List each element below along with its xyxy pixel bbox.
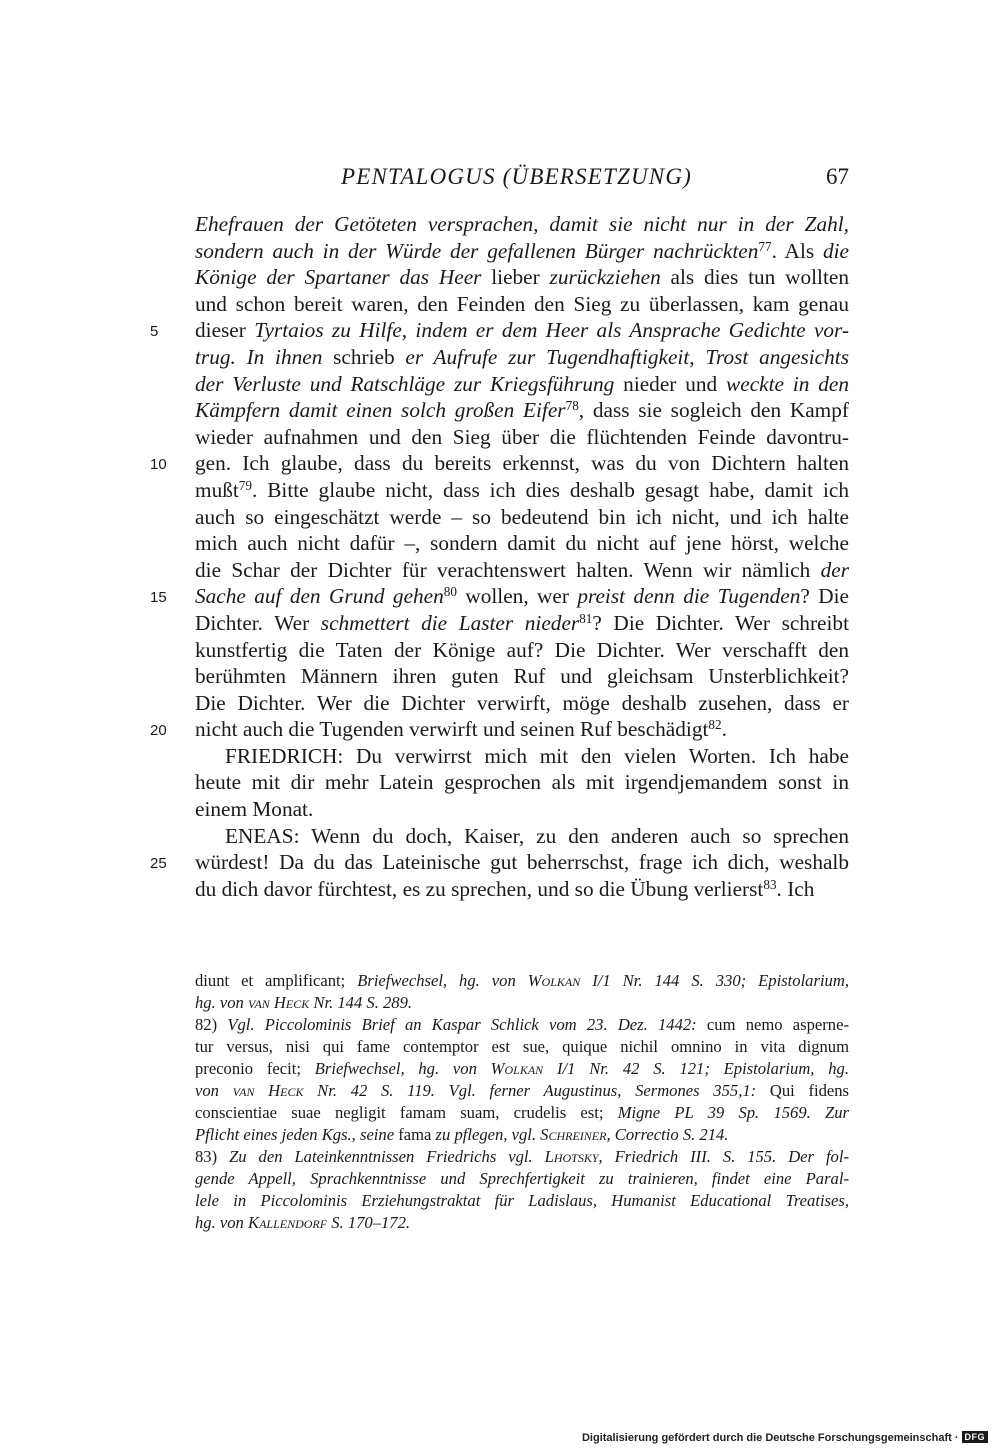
footnote-ref: 82 — [708, 717, 722, 733]
italic-text: gende Appell, Sprachkenntnisse und Sprechfertigkeit zu trainieren, findet eine Paral- — [195, 1169, 849, 1188]
author-name: Lhotsky — [544, 1147, 599, 1166]
italic-text: Nr. 144 S. 289. — [309, 993, 413, 1012]
dfg-logo: DFG — [962, 1431, 989, 1443]
text-run: ? Die — [800, 584, 850, 609]
text-run: auch so eingeschätzt werde – so bedeutend bin ich nicht, und ich halte — [195, 504, 849, 529]
text-run: gen. Ich glaube, dass du bereits erkennst, was du von Dichtern halten — [195, 451, 849, 476]
italic-text: , Friedrich III. S. 155. Der fol- — [598, 1147, 849, 1166]
italic-text: Migne PL 39 Sp. 1569. Zur — [617, 1103, 849, 1122]
text-run: ? Die Dichter. Wer schreibt — [592, 610, 849, 635]
italic-text: Könige der Spartaner das Heer — [195, 265, 482, 290]
line-number: 20 — [150, 722, 167, 740]
text-run: würdest! Da du das Lateinische gut beherrschst, frage ich dich, weshalb — [195, 850, 849, 875]
text-run: und schon bereit waren, den Feinden den Sieg zu überlassen, kam genau — [195, 291, 849, 316]
text-line — [195, 796, 849, 823]
italic-text: der Verluste und Ratschläge zur Kriegsführung — [195, 371, 615, 396]
text-line — [150, 317, 849, 344]
text-run: berühmten Männern ihren guten Ruf und gleichsam Unsterblichkeit? — [195, 664, 849, 689]
text-run: Qui fidens — [756, 1081, 850, 1100]
text-line — [195, 637, 849, 664]
funding-text: Digitalisierung gefördert durch die Deutsche Forschungsgemeinschaft · — [581, 1432, 959, 1444]
text-line — [195, 264, 849, 291]
footnote-ref: 78 — [565, 397, 579, 413]
text-run: fama — [394, 1125, 436, 1144]
italic-text: weckte in den — [726, 371, 849, 396]
italic-text: preist denn die Tugenden — [577, 584, 801, 609]
text-run: wieder aufnahmen und den Sieg über die flüchtenden Feinde davontru- — [195, 424, 849, 449]
text-run: kunstfertig die Taten der Könige auf? Die Dichter. Wer verschafft den — [195, 637, 849, 662]
author-name: Schreiner — [540, 1125, 607, 1144]
footnote-line — [195, 1058, 849, 1080]
text-line — [195, 291, 849, 318]
text-run: Die Dichter. Wer die Dichter verwirft, möge deshalb zusehen, dass er — [195, 690, 849, 715]
text-run: nieder und — [614, 371, 727, 396]
page-number: 67 — [826, 164, 849, 189]
italic-text: Ehefrauen der Getöteten versprachen, damit sie nicht nur in der Zahl, — [195, 212, 849, 236]
text-line — [195, 504, 849, 531]
text-line — [195, 371, 849, 398]
text-run: mich auch nicht dafür –, sondern damit du nicht auf jene hörst, welche — [195, 531, 849, 556]
text-line — [150, 849, 849, 876]
text-line — [195, 557, 849, 584]
text-run: . Bitte glaube nicht, dass ich dies deshalb gesagt habe, damit ich — [251, 477, 849, 502]
italic-text: , Correctio S. 214. — [606, 1125, 729, 1144]
footnote-ref: 77 — [758, 238, 772, 254]
author-name: van Heck — [232, 1081, 304, 1100]
text-run: tur versus, nisi qui fame contemptor est sue, quique nichil omnino in vita dignum — [195, 1037, 849, 1056]
text-run: conscientiae suae negligit famam suam, crudelis est; — [195, 1103, 618, 1122]
text-line — [195, 769, 849, 796]
footnote-line — [195, 1080, 849, 1102]
footnote-line — [195, 1212, 849, 1234]
italic-text: sondern auch in der Würde der gefallenen Bürger nachrückten — [195, 238, 759, 263]
footnote-line — [195, 1146, 849, 1168]
line-number: 5 — [150, 323, 159, 341]
italic-text: Nr. 42 S. 119. Vgl. ferner Augustinus, Sermones 355,1: — [303, 1081, 757, 1100]
text-run: . Ich — [776, 876, 815, 901]
italic-text: lele in Piccolominis Erziehungstraktat für Ladislaus, Humanist Educational Treatises, — [195, 1191, 849, 1210]
footnote-line — [195, 992, 849, 1014]
italic-text: hg. von — [195, 1213, 248, 1232]
running-title: PENTALOGUS (ÜBERSETZUNG) — [341, 164, 693, 189]
text-run: die Schar der Dichter für verachtenswert halten. Wenn wir nämlich — [195, 557, 821, 582]
text-line — [195, 238, 849, 265]
footnote-line — [195, 970, 849, 992]
text-line — [150, 716, 849, 743]
footnote-line — [195, 1102, 849, 1124]
line-number: 15 — [150, 589, 167, 607]
italic-text: Sache auf den Grund gehen — [195, 584, 444, 609]
text-run: 82) — [195, 1015, 228, 1034]
italic-text: zu pflegen, vgl. — [435, 1125, 541, 1144]
text-run: heute mit dir mehr Latein gesprochen als mit irgendjemandem sonst in — [195, 770, 849, 795]
italic-text: von — [195, 1081, 233, 1100]
footnote-line — [195, 1036, 849, 1058]
text-run: einem Monat. — [195, 797, 314, 822]
footnote-ref: 81 — [579, 610, 593, 626]
main-text — [150, 211, 850, 902]
running-header — [195, 164, 849, 194]
text-line — [195, 663, 849, 690]
footnote-line — [195, 1014, 849, 1036]
text-line — [195, 344, 849, 371]
line-number: 25 — [150, 855, 167, 873]
italic-text: Briefwechsel, hg. von — [314, 1059, 491, 1078]
text-line — [195, 477, 849, 504]
footnote-ref: 79 — [238, 477, 252, 493]
text-line — [195, 876, 849, 903]
text-run: Dichter. Wer — [195, 610, 321, 635]
line-number: 10 — [150, 456, 167, 474]
text-run: diunt et amplificant; — [195, 971, 358, 990]
text-line — [195, 397, 849, 424]
italic-text: zurückziehen — [549, 265, 661, 290]
italic-text: Pflicht eines jeden Kgs., seine — [195, 1125, 395, 1144]
text-run: . Als — [771, 238, 823, 263]
text-line — [150, 450, 849, 477]
footnotes — [195, 970, 849, 1234]
text-line — [195, 690, 849, 717]
text-line — [150, 583, 850, 610]
footnote-ref: 80 — [443, 584, 457, 600]
italic-text: Tyrtaios zu Hilfe, indem er dem Heer als Ansprache Gedichte vor- — [254, 318, 849, 343]
author-name: Wolkan — [490, 1059, 544, 1078]
italic-text: Kämpfern damit einen solch großen Eifer — [195, 398, 566, 423]
text-run: nicht auch die Tugenden verwirft und seinen Ruf beschädigt — [195, 717, 709, 742]
text-run: . — [721, 717, 727, 742]
footnote-ref: 83 — [763, 876, 777, 892]
text-line — [195, 211, 849, 238]
text-run: lieber — [481, 265, 550, 290]
text-run: wollen, wer — [456, 584, 578, 609]
text-run: du dich davor fürchtest, es zu sprechen, und so die Übung verlierst — [195, 876, 764, 901]
author-name: van Heck — [248, 993, 310, 1012]
text-run: preconio fecit; — [195, 1059, 315, 1078]
italic-text: I/1 Nr. 144 S. 330; Epistolarium, — [580, 971, 849, 990]
text-line — [195, 424, 849, 451]
italic-text: Zu den Lateinkenntnissen Friedrichs vgl. — [229, 1147, 545, 1166]
italic-text: Vgl. Piccolominis Brief an Kaspar Schlick vom 23. Dez. 1442: — [227, 1015, 697, 1034]
text-run: cum nemo asperne- — [696, 1015, 849, 1034]
italic-text: I/1 Nr. 42 S. 121; Epistolarium, hg. — [543, 1059, 849, 1078]
italic-text: S. 170–172. — [327, 1213, 411, 1232]
text-run: als dies tun wollten — [660, 265, 849, 290]
italic-text: trug. In ihnen — [195, 344, 323, 369]
text-line — [195, 823, 849, 850]
footnote-line — [195, 1124, 849, 1146]
text-run: schrieb — [322, 344, 406, 369]
text-run: , dass sie sogleich den Kampf — [578, 398, 849, 423]
italic-text: hg. von — [195, 993, 248, 1012]
text-line — [195, 530, 849, 557]
footnote-line — [195, 1168, 849, 1190]
text-run: mußt — [195, 477, 239, 502]
text-run: FRIEDRICH: Du verwirrst mich mit den vielen Worten. Ich habe — [225, 743, 849, 768]
text-run: 83) — [195, 1147, 230, 1166]
footnote-line — [195, 1190, 849, 1212]
italic-text: schmettert die Laster nieder — [320, 610, 580, 635]
italic-text: Briefwechsel, hg. von — [357, 971, 528, 990]
text-run: dieser — [195, 318, 255, 343]
text-run: ENEAS: Wenn du doch, Kaiser, zu den anderen auch so sprechen — [225, 823, 849, 848]
italic-text: der — [820, 557, 849, 582]
author-name: Kallendorf — [248, 1213, 328, 1232]
funding-footer — [582, 1431, 988, 1444]
author-name: Wolkan — [527, 971, 581, 990]
text-line — [195, 743, 849, 770]
text-line — [195, 610, 849, 637]
italic-text: die — [822, 238, 849, 263]
italic-text: er Aufrufe zur Tugendhaftigkeit, Trost angesichts — [405, 344, 849, 369]
